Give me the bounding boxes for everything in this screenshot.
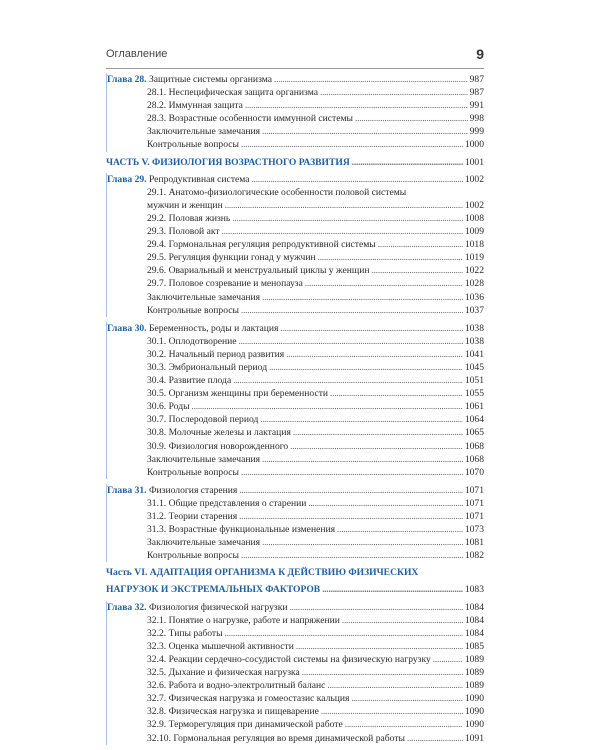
dot-leader: [319, 705, 463, 718]
toc-entry-title: 30.4. Развитие плода: [147, 375, 232, 387]
dot-leader: [353, 112, 468, 125]
dot-leader: [343, 719, 463, 732]
toc-section-entry: [107, 277, 484, 290]
dot-leader: [370, 264, 463, 277]
dot-leader: [325, 679, 462, 692]
toc-page-number: 1090: [464, 719, 484, 731]
dot-leader: [318, 86, 468, 99]
toc-section-entry: [107, 732, 484, 745]
toc-chapter-group: [106, 73, 484, 152]
dot-leader: [316, 251, 463, 264]
dot-leader: [349, 692, 462, 705]
toc-entry-title: 32.3. Оценка мышечной активности: [147, 640, 294, 652]
dot-leader: [288, 601, 463, 614]
dot-leader: [260, 453, 463, 466]
toc-entry-title: Контрольные вопросы: [147, 466, 239, 478]
toc-section-entry: [107, 112, 484, 125]
toc-page-number: 1028: [464, 278, 484, 290]
toc-entry-title: 29.2. Половая жизнь: [147, 212, 231, 224]
toc-page-number: 1083: [464, 584, 484, 596]
toc-section-entry: [107, 426, 484, 439]
toc-chapter-title: Беременность, роды и лактация: [146, 322, 279, 334]
dot-leader: [239, 139, 463, 152]
dot-leader: [328, 387, 463, 400]
toc-page-number: 1064: [464, 414, 484, 426]
toc-page-number: 1002: [464, 199, 484, 211]
header-page-number: 9: [476, 46, 484, 62]
toc-page-number: 1085: [464, 640, 484, 652]
toc-part-heading: [106, 583, 484, 596]
toc-chapter-entry: [107, 322, 484, 335]
toc-chapter-title: Физиология старения: [146, 484, 238, 496]
toc-section-entry: [107, 186, 484, 199]
toc-section-entry: [107, 291, 484, 304]
dot-leader: [260, 291, 463, 304]
toc-entry-title: 31.3. Возрастные функциональные изменения: [147, 524, 336, 536]
toc-page-number: 1037: [464, 304, 484, 316]
dot-leader: [260, 536, 463, 549]
dot-leader: [288, 440, 463, 453]
toc-chapter-title: Защитные системы организма: [146, 74, 272, 85]
toc-section-entry: [107, 679, 484, 692]
dot-leader: [284, 348, 463, 361]
dot-leader: [190, 400, 463, 413]
toc-chapter-entry: [107, 173, 484, 186]
toc-entry-title: 30.2. Начальный период развития: [147, 348, 285, 360]
toc-entry-title: 32.5. Дыхание и физическая нагрузка: [147, 667, 300, 679]
toc-entry-title: 32.1. Понятие о нагрузке, работе и напряжении: [147, 614, 340, 626]
toc-section-entry: [107, 497, 484, 510]
dot-leader: [306, 497, 462, 510]
toc-entry-title: 29.3. Половой акт: [147, 226, 220, 238]
toc-page-number: 1051: [464, 375, 484, 387]
toc-entry-title: 30.9. Физиология новорожденного: [147, 440, 289, 452]
toc-page-number: 999: [469, 126, 484, 138]
toc-page-number: 1070: [464, 466, 484, 478]
toc-section-entry: [107, 614, 484, 627]
toc-section-entry: [107, 387, 484, 400]
toc-page-number: 1022: [464, 265, 484, 277]
toc-page-number: 1018: [464, 239, 484, 251]
toc-chapter-entry: [107, 73, 484, 86]
toc-section-entry: [107, 718, 484, 731]
toc-section-entry: [107, 86, 484, 99]
dot-leader: [303, 278, 463, 291]
toc-entry-title: 30.5. Организм женщины при беременности: [147, 388, 329, 400]
toc-page-number: 1055: [464, 388, 484, 400]
toc-entry-title: 32.7. Физическая нагрузка и гомеостазис кальция: [147, 693, 350, 705]
toc-entry-title: Контрольные вопросы: [147, 304, 239, 316]
toc-page-number: 1091: [464, 732, 484, 744]
toc-entry-title: Часть VI. АДАПТАЦИЯ ОРГАНИЗМА К ДЕЙСТВИЮ ФИЗИЧЕСКИХ: [106, 567, 419, 579]
toc-page-number: 1001: [464, 156, 484, 168]
toc-page-number: 1084: [464, 614, 484, 626]
toc-page-number: 1008: [464, 212, 484, 224]
toc-entry-title: ЧАСТЬ V. ФИЗИОЛОГИЯ ВОЗРАСТНОГО РАЗВИТИЯ: [106, 156, 350, 168]
toc-section-entry: [107, 348, 484, 361]
dot-leader: [237, 510, 463, 523]
toc-entry-title: мужчин и женщин: [147, 199, 223, 211]
dot-leader: [250, 173, 463, 186]
toc-section-entry: [107, 627, 484, 640]
toc-entry-title: 29.1. Анатомо-физиологические особенности половой системы: [147, 186, 407, 198]
toc-section-entry: [107, 440, 484, 453]
toc-chapter-entry: [107, 601, 484, 614]
toc-page-number: 1036: [464, 291, 484, 303]
toc-page-number: 1002: [464, 173, 484, 185]
toc-entry-title: 29.6. Овариальный и менструальный циклы у женщин: [147, 265, 370, 277]
toc-entry-title: [107, 322, 278, 335]
toc-page-number: 1009: [464, 226, 484, 238]
toc-chapter-group: [106, 173, 484, 317]
dot-leader: [405, 732, 463, 745]
toc-page-number: 1089: [464, 667, 484, 679]
dot-leader: [267, 361, 463, 374]
dot-leader: [230, 212, 463, 225]
toc-page-number: 1071: [464, 484, 484, 496]
dot-leader: [320, 584, 463, 597]
toc-section-entry: [107, 653, 484, 666]
toc-chapter-group: [106, 601, 484, 745]
toc-page-number: 1038: [464, 322, 484, 334]
toc-entry-title: 32.4. Реакции сердечно-сосудистой системы на физическую нагрузку: [147, 653, 431, 665]
toc-page-number: 1068: [464, 453, 484, 465]
toc-chapter-title: Репродуктивная система: [146, 173, 250, 185]
toc-entry-title: [107, 601, 288, 614]
toc-entry-title: [107, 484, 237, 497]
toc-entry-title: [107, 73, 272, 86]
toc-section-entry: [107, 536, 484, 549]
dot-leader: [350, 156, 463, 169]
toc-entry-title: 32.10. Гормональная регуляция во время динамической работы: [147, 732, 405, 744]
toc-chapter-label: Глава 30.: [107, 322, 147, 334]
toc-entry-title: 32.9. Терморегуляция при динамической работе: [147, 719, 343, 731]
toc-page-number: 1068: [464, 440, 484, 452]
dot-leader: [278, 322, 462, 335]
dot-leader: [272, 73, 468, 86]
toc-section-entry: [107, 666, 484, 679]
toc-section-entry: [107, 374, 484, 387]
toc-chapter-group: [106, 484, 484, 563]
toc-entry-title: 30.8. Молочные железы и лактация: [147, 427, 291, 439]
toc-entry-title: 29.5. Регуляция функции гонад у мужчин: [147, 252, 316, 264]
toc-entry-title: 32.8. Физическая нагрузка и пищеварение: [147, 706, 319, 718]
dot-leader: [237, 484, 463, 497]
toc-section-entry: [107, 705, 484, 718]
toc-entry-title: 32.6. Работа и водно-электролитный баланс: [147, 680, 326, 692]
toc-section-entry: [107, 304, 484, 317]
dot-leader: [335, 523, 463, 536]
toc-chapter-label: Глава 31.: [107, 484, 147, 496]
toc-entry-title: 29.4. Гормональная регуляция репродуктивной системы: [147, 239, 376, 251]
toc-page-number: 1082: [464, 550, 484, 562]
toc-chapter-label: Глава 32.: [107, 601, 147, 613]
toc-entry-title: 30.1. Оплодотворение: [147, 335, 237, 347]
toc-part-heading: [106, 156, 484, 169]
toc-page-number: 1061: [464, 401, 484, 413]
toc-section-entry: [107, 335, 484, 348]
toc-page-number: 1090: [464, 706, 484, 718]
toc-page-number: 1071: [464, 497, 484, 509]
toc-section-entry: [107, 264, 484, 277]
toc-section-entry: [107, 99, 484, 112]
toc-chapter-label: Глава 29.: [107, 173, 147, 185]
header-section-title: Оглавление: [106, 48, 168, 60]
toc-entry-title: 30.7. Послеродовой период: [147, 414, 259, 426]
dot-leader: [431, 653, 463, 666]
toc-section-entry: [107, 510, 484, 523]
toc-page-number: 1089: [464, 653, 484, 665]
dot-leader: [237, 335, 463, 348]
dot-leader: [223, 199, 463, 212]
toc-section-entry: [107, 413, 484, 426]
toc-section-entry: [107, 692, 484, 705]
dot-leader: [300, 666, 463, 679]
toc-entry-title: НАГРУЗОК И ЭКСТРЕМАЛЬНЫХ ФАКТОРОВ: [106, 584, 321, 596]
toc-page-number: 987: [469, 87, 484, 99]
dot-leader: [239, 549, 463, 562]
toc-entry-title: 28.2. Иммунная защита: [147, 100, 243, 112]
toc-entry-title: Заключительные замечания: [147, 126, 261, 138]
dot-leader: [260, 125, 468, 138]
toc-section-entry: [107, 238, 484, 251]
toc-page-number: 991: [469, 100, 484, 112]
toc-page-number: 1073: [464, 524, 484, 536]
toc-page-number: 1090: [464, 693, 484, 705]
dot-leader: [294, 640, 463, 653]
toc-page-number: 1065: [464, 427, 484, 439]
toc-page-number: 1089: [464, 680, 484, 692]
running-header: [106, 48, 484, 69]
toc-page-number: 1084: [464, 627, 484, 639]
toc-page-number: 1000: [464, 139, 484, 151]
toc-entry-title: 30.6. Роды: [147, 401, 190, 413]
toc-entry-title: 29.7. Половое созревание и менопауза: [147, 278, 303, 290]
toc-section-entry: [107, 549, 484, 562]
toc-page-number: 1019: [464, 252, 484, 264]
toc-section-entry: [107, 199, 484, 212]
toc-entry-title: Заключительные замечания: [147, 291, 261, 303]
toc-entry-title: 28.1. Неспецифическая защита организма: [147, 87, 318, 99]
dot-leader: [243, 99, 468, 112]
dot-leader: [376, 238, 463, 251]
toc-entry-title: 31.2. Теории старения: [147, 511, 238, 522]
toc-chapter-group: [106, 322, 484, 479]
toc-section-entry: [107, 138, 484, 151]
toc-page-number: 1071: [464, 511, 484, 522]
toc-section-entry: [107, 453, 484, 466]
toc-section-entry: [107, 400, 484, 413]
toc-entry-title: [107, 173, 250, 186]
toc-entry-title: Заключительные замечания: [147, 453, 261, 465]
dot-leader: [220, 225, 463, 238]
toc-section-entry: [107, 466, 484, 479]
toc-page-number: 1038: [464, 335, 484, 347]
toc-chapter-label: Глава 28.: [107, 74, 147, 85]
toc-section-entry: [107, 251, 484, 264]
toc-page-number: 998: [469, 113, 484, 125]
toc-page-number: 987: [469, 74, 484, 85]
toc-page-number: 1045: [464, 361, 484, 373]
toc-entry-title: 32.2. Типы работы: [147, 627, 223, 639]
toc-entry-title: 30.3. Эмбриональный период: [147, 361, 268, 373]
toc-chapter-entry: [107, 484, 484, 497]
table-of-contents: [106, 73, 484, 745]
dot-leader: [258, 413, 462, 426]
toc-page-number: 1081: [464, 537, 484, 549]
dot-leader: [231, 374, 463, 387]
dot-leader: [239, 466, 463, 479]
toc-chapter-title: Физиология физической нагрузки: [146, 601, 288, 613]
dot-leader: [291, 427, 463, 440]
toc-part-heading: [106, 566, 484, 579]
toc-entry-title: Контрольные вопросы: [147, 139, 239, 151]
dot-leader: [223, 627, 463, 640]
toc-section-entry: [107, 640, 484, 653]
toc-entry-title: 28.3. Возрастные особенности иммунной системы: [147, 113, 353, 125]
dot-leader: [340, 614, 463, 627]
toc-section-entry: [107, 523, 484, 536]
toc-section-entry: [107, 225, 484, 238]
toc-page-number: 1084: [464, 601, 484, 613]
toc-entry-title: Контрольные вопросы: [147, 550, 239, 562]
toc-section-entry: [107, 212, 484, 225]
dot-leader: [239, 304, 463, 317]
toc-page-number: 1041: [464, 348, 484, 360]
toc-entry-title: Заключительные замечания: [147, 537, 261, 549]
toc-section-entry: [107, 361, 484, 374]
toc-section-entry: [107, 125, 484, 138]
toc-entry-title: 31.1. Общие представления о старении: [147, 497, 307, 509]
